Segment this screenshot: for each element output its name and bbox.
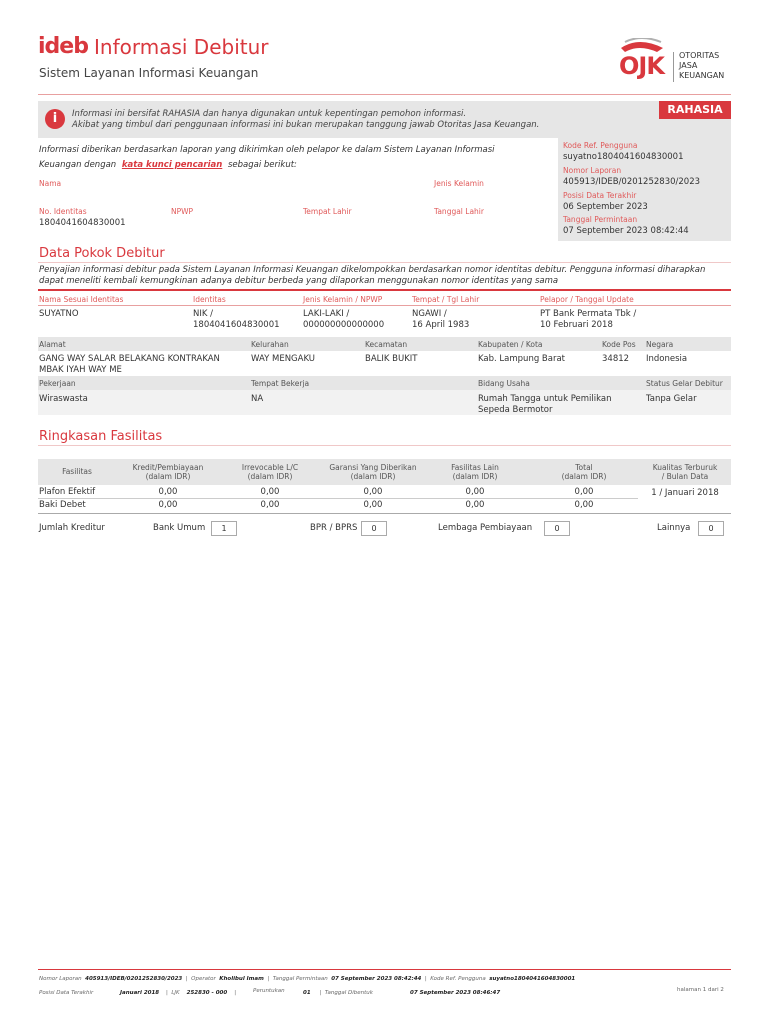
bank-umum-count: 1 <box>211 521 237 536</box>
cell-garansi: 0,00 <box>363 487 383 497</box>
data-pokok-title: Data Pokok Debitur <box>39 246 165 261</box>
request-intro-line1: Informasi diberikan berdasarkan laporan yang dikirimkan oleh pelapor ke dalam Sistem Layanan Informasi <box>39 145 495 155</box>
v-ttl2: 16 April 1983 <box>412 320 470 330</box>
page-subtitle: Sistem Layanan Informasi Keuangan <box>39 66 259 80</box>
footer-peruntukan-value: 01 | Tanggal Dibentuk <box>303 990 373 996</box>
v-pelapor1: PT Bank Permata Tbk / <box>540 309 637 319</box>
v-negara: Indonesia <box>646 354 688 364</box>
footer-line2: Posisi Data Terakhir <box>39 990 94 996</box>
h-kelurahan: Kelurahan <box>251 340 289 349</box>
footer-posisi-value: Januari 2018 <box>120 990 160 996</box>
v-identitas2: 1804041604830001 <box>193 320 280 330</box>
footer-ljk: | LJK 252830 - 000 | <box>166 990 237 996</box>
v-alamat2: MBAK IYAH WAY ME <box>39 365 122 375</box>
v-kecamatan: BALIK BUKIT <box>365 354 418 364</box>
row-label-plafon: Plafon Efektif <box>39 487 96 497</box>
jumlah-kreditur-label: Jumlah Kreditur <box>39 523 105 533</box>
tanggal-permintaan-label: Tanggal Permintaan <box>563 215 638 224</box>
v-pekerjaan: Wiraswasta <box>39 394 88 404</box>
ideb-logo: ideb <box>38 34 88 59</box>
ojk-logo-text: OJK <box>619 52 664 80</box>
tanggal-permintaan-value: 07 September 2023 08:42:44 <box>563 226 689 236</box>
h-nama: Nama Sesuai Identitas <box>39 295 124 304</box>
th-kualitas: Kualitas Terburuk / Bulan Data <box>652 463 718 481</box>
v-status-gelar: Tanpa Gelar <box>646 394 697 404</box>
nomor-laporan-value: 405913/IDEB/0201252830/2023 <box>563 177 701 187</box>
page-number: halaman 1 dari 2 <box>677 987 724 993</box>
h-identitas: Identitas <box>193 295 226 304</box>
h-jk-npwp: Jenis Kelamin / NPWP <box>303 295 383 304</box>
footer-divider <box>38 969 731 970</box>
cell-kredit: 0,00 <box>158 487 178 497</box>
cell-total: 0,00 <box>574 487 594 497</box>
data-pokok-desc2: dapat meneliti kembali kemungkinan adanya debitur berbeda yang dilaporkan menggunakan nomor identitas yang sama <box>39 276 559 286</box>
cell-lain: 0,00 <box>465 500 485 510</box>
lembaga-count: 0 <box>544 521 570 536</box>
h-ttl: Tempat / Tgl Lahir <box>412 295 480 304</box>
confidential-notice <box>38 101 731 138</box>
request-intro-line2: Keuangan dengan kata kunci pencarian sebagai berikut: <box>39 160 297 170</box>
v-jk1: LAKI-LAKI / <box>303 309 350 319</box>
tanggal-lahir-label: Tanggal Lahir <box>434 207 484 216</box>
notice-line2: Akibat yang timbul dari penggunaan informasi ini bukan merupakan tanggung jawab Otoritas Jasa Keuangan. <box>72 120 540 130</box>
page-title: Informasi Debitur <box>94 35 269 59</box>
ojk-logo <box>617 38 732 84</box>
v-kabupaten: Kab. Lampung Barat <box>478 354 566 364</box>
npwp-label: NPWP <box>171 207 194 216</box>
th-fasilitas: Fasilitas <box>62 467 92 476</box>
rahasia-badge: RAHASIA <box>659 101 731 119</box>
ojk-name-line1: OTORITAS <box>679 51 720 60</box>
th-kredit: Kredit/Pembiayaan (dalam IDR) <box>132 463 204 481</box>
v-kelurahan: WAY MENGAKU <box>251 354 316 364</box>
h-pekerjaan: Pekerjaan <box>39 379 76 388</box>
nomor-laporan-label: Nomor Laporan <box>563 166 622 175</box>
v-alamat1: GANG WAY SALAR BELAKANG KONTRAKAN <box>39 354 220 364</box>
h-alamat: Alamat <box>39 340 66 349</box>
posisi-data-label: Posisi Data Terakhir <box>563 191 637 200</box>
bank-umum-label: Bank Umum <box>153 523 206 533</box>
ojk-name-line2: JASA <box>679 61 698 70</box>
posisi-data-value: 06 September 2023 <box>563 202 648 212</box>
h-tempat-bekerja: Tempat Bekerja <box>251 379 310 388</box>
cell-irrevocable: 0,00 <box>260 500 280 510</box>
h-pelapor: Pelapor / Tanggal Update <box>540 295 634 304</box>
v-kodepos: 34812 <box>602 354 630 364</box>
header-divider <box>38 94 731 95</box>
v-bidang-usaha1: Rumah Tangga untuk Pemilikan <box>478 394 612 404</box>
lembaga-label: Lembaga Pembiayaan <box>438 523 533 533</box>
v-nama: SUYATNO <box>39 309 79 319</box>
ringkasan-title: Ringkasan Fasilitas <box>39 429 163 444</box>
bpr-count: 0 <box>361 521 387 536</box>
lainnya-label: Lainnya <box>657 523 691 533</box>
kode-ref-value: suyatno1804041604830001 <box>563 152 684 162</box>
h-bidang-usaha: Bidang Usaha <box>478 379 530 388</box>
h-status-gelar: Status Gelar Debitur <box>646 379 723 388</box>
v-tempat-bekerja: NA <box>251 394 264 404</box>
h-negara: Negara <box>646 340 674 349</box>
lainnya-count: 0 <box>698 521 724 536</box>
kode-ref-label: Kode Ref. Pengguna <box>563 141 638 150</box>
cell-total: 0,00 <box>574 500 594 510</box>
footer-line1: Nomor Laporan 405913/IDEB/0201252830/2023 | Operator Kholibul Imam | Tanggal Permintaan 07 September 2023 08:42:44 | Kode Ref. Pengguna suyatno1804041604830001 <box>39 976 576 982</box>
th-fasilitas-lain: Fasilitas Lain (dalam IDR) <box>451 463 499 481</box>
v-jk2: 000000000000000 <box>303 320 385 330</box>
jenis-kelamin-label: Jenis Kelamin <box>434 179 484 188</box>
bpr-label: BPR / BPRS <box>310 523 358 533</box>
h-kecamatan: Kecamatan <box>365 340 408 349</box>
cell-lain: 0,00 <box>465 487 485 497</box>
v-ttl1: NGAWI / <box>412 309 447 319</box>
row-label-baki: Baki Debet <box>39 500 86 510</box>
no-identitas-label: No. Identitas <box>39 207 87 216</box>
h-kabupaten: Kabupaten / Kota <box>478 340 543 349</box>
tempat-lahir-label: Tempat Lahir <box>303 207 352 216</box>
cell-garansi: 0,00 <box>363 500 383 510</box>
report-info-panel <box>558 138 731 241</box>
kualitas-value: 1 / Januari 2018 <box>651 488 719 498</box>
v-identitas1: NIK / <box>193 309 214 319</box>
occupation-header-bar <box>38 376 731 390</box>
ojk-name-line3: KEUANGAN <box>679 71 725 80</box>
data-pokok-desc1: Penyajian informasi debitur pada Sistem Layanan Informasi Keuangan dikelompokkan berdasarkan nomor identitas debitur. Pengguna informasi diharapkan <box>39 265 706 275</box>
h-kodepos: Kode Pos <box>602 340 636 349</box>
th-total: Total (dalam IDR) <box>561 463 607 481</box>
v-pelapor2: 10 Februari 2018 <box>540 320 613 330</box>
info-icon: i <box>45 109 65 129</box>
cell-kredit: 0,00 <box>158 500 178 510</box>
no-identitas-value: 1804041604830001 <box>39 218 126 228</box>
nama-label: Nama <box>39 179 62 188</box>
notice-line1: Informasi ini bersifat RAHASIA dan hanya digunakan untuk kepentingan pemohon informasi. <box>72 109 467 119</box>
search-keyword-link[interactable]: kata kunci pencarian <box>121 160 223 170</box>
footer-tanggal-dibentuk-value: 07 September 2023 08:46:47 <box>410 990 501 996</box>
footer-peruntukan: Peruntukan <box>253 988 285 994</box>
cell-irrevocable: 0,00 <box>260 487 280 497</box>
th-garansi: Garansi Yang Diberikan (dalam IDR) <box>329 463 417 481</box>
th-irrevocable: Irrevocable L/C (dalam IDR) <box>241 463 299 481</box>
v-bidang-usaha2: Sepeda Bermotor <box>478 405 553 415</box>
